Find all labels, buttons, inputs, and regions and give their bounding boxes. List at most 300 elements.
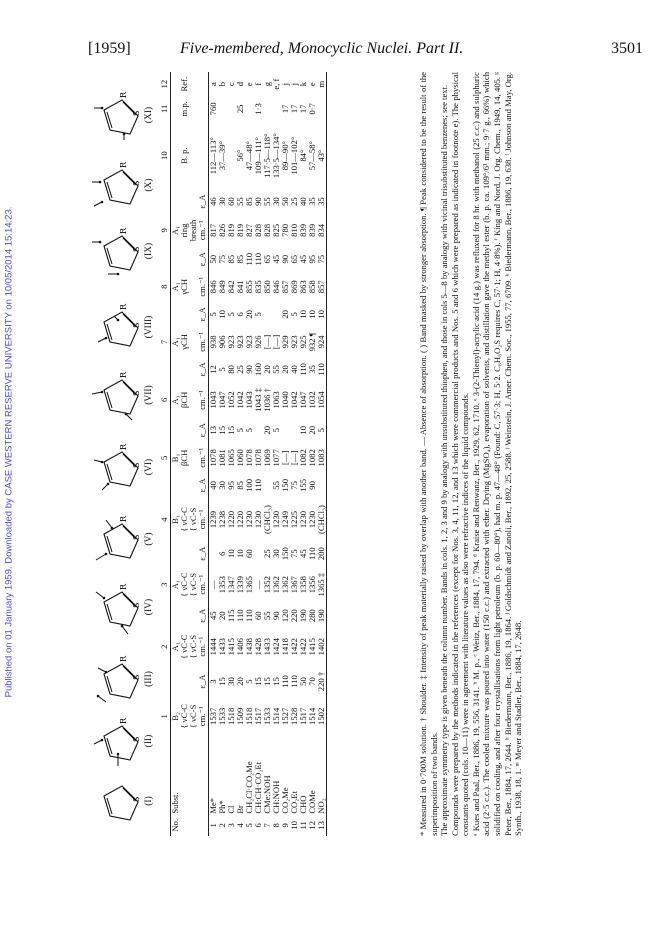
table-cell: 10 — [217, 310, 228, 319]
svg-text:S: S — [132, 462, 141, 468]
header-cell: { νC-C — [179, 704, 190, 729]
table-row — [317, 72, 327, 836]
header-cell — [189, 815, 198, 836]
table-cell: 25 — [235, 104, 246, 114]
table-cell: 95 — [226, 481, 237, 490]
table-cell: 1032 — [307, 391, 318, 409]
table-cell: 1528 — [289, 707, 300, 725]
table-cell: 1042 — [235, 391, 246, 409]
table-cell: e — [307, 82, 318, 87]
table-cell: 110 — [253, 252, 264, 266]
table-cell: 841 — [235, 280, 246, 294]
table-cell: 0·7 — [307, 103, 318, 115]
table-cell: 10 — [235, 549, 246, 558]
svg-text:S: S — [132, 602, 141, 608]
header-cell: ε_A — [197, 423, 208, 438]
table-cell: 842 — [226, 280, 237, 294]
structure-diagram — [88, 772, 158, 830]
header-cell: cm.⁻¹ — [197, 509, 208, 530]
header-cell — [171, 666, 181, 697]
table-cell — [317, 474, 327, 497]
table-cell: 1517 — [253, 707, 264, 725]
table-cell: 40 — [298, 197, 309, 206]
header-cell — [180, 358, 189, 381]
header-cell: A₁ — [170, 282, 181, 292]
table-cell: 760 — [208, 102, 219, 116]
table-cell: 30 — [271, 197, 282, 206]
table-cell: 17 — [289, 104, 300, 114]
download-watermark — [2, 72, 16, 832]
header-cell — [160, 247, 169, 270]
header-cell — [180, 666, 189, 697]
header-cell: { νC-S — [188, 572, 199, 597]
table-cell: 110 — [298, 363, 309, 376]
table-cell: — — [253, 580, 264, 589]
header-cell — [160, 666, 169, 697]
header-cell: ε_A — [197, 362, 208, 377]
table-cell: Me* — [208, 797, 219, 814]
svg-text:S: S — [132, 246, 141, 252]
table-cell: 1518 — [244, 707, 255, 725]
table-cell: 35 — [317, 190, 327, 213]
table-cell: 1047 — [298, 391, 309, 409]
table-cell: 1353 — [217, 576, 228, 594]
header-cell: cm.⁻¹ — [197, 220, 208, 241]
table-cell: 1533 — [217, 707, 228, 725]
table-cell: 75 — [289, 549, 300, 558]
table-cell: 60 — [226, 197, 237, 206]
footnote: The approximate symmetry type is given beneath the column number. Bands in cols. 1, 2, 3 and 9 by analogy with unsubstituted thiophen, and those in cols 5—8 by analogy with vicinal trisubstituted benzenes; see text. — [439, 84, 450, 836]
table-cell: g — [262, 82, 273, 87]
header-cell — [180, 604, 189, 627]
table-cell: 1047 — [217, 391, 228, 409]
table-cell: 70 — [307, 677, 318, 686]
page-number: 3501 — [611, 40, 643, 57]
table-cell: 115 — [226, 609, 237, 622]
table-cell: 925 — [298, 335, 309, 349]
header-cell — [180, 542, 189, 565]
table-cell: 17 — [298, 104, 309, 114]
header-cell: 5 — [159, 455, 169, 460]
table-cell: 5 — [271, 428, 282, 433]
table-cell: 846 — [208, 280, 219, 294]
header-cell: ε_A — [197, 194, 208, 209]
table-cell: 1230 — [307, 510, 318, 529]
table-cell: 112—113° — [208, 137, 219, 175]
structure-diagram — [88, 712, 158, 770]
table-cell: 10 — [226, 549, 237, 558]
table-cell: 825 — [271, 223, 282, 237]
header-cell: 11 — [159, 104, 169, 114]
header-cell — [189, 72, 198, 96]
table-cell: 20 — [307, 425, 318, 435]
structure-label: (IX) — [144, 242, 154, 260]
table-cell: 12 — [307, 821, 318, 830]
table-cell: 110 — [253, 479, 264, 492]
table-cell: 190 — [298, 609, 309, 623]
table-cell: 85 — [235, 481, 246, 490]
table-cell: 55 — [271, 481, 282, 490]
table-cell: 1418 — [280, 638, 291, 656]
table-cell: 37—39° — [217, 141, 228, 171]
table-cell: 56° — [235, 149, 246, 162]
table-cell: 1036 † — [262, 388, 273, 412]
table-cell: 12 — [208, 365, 219, 374]
table-cell: 110 — [235, 609, 246, 622]
table-cell: 13 — [317, 815, 327, 836]
header-cell — [160, 604, 169, 627]
structure-diagram — [88, 298, 158, 356]
table-cell: 5 — [244, 679, 255, 684]
table-cell: 20 — [262, 365, 273, 374]
table-cell: 1356 — [307, 576, 318, 594]
table-cell: 1069 — [262, 449, 273, 467]
header-cell: { νC-C — [179, 572, 190, 597]
header-cell: A₁ — [170, 225, 181, 235]
table-cell: 1081 — [217, 449, 228, 467]
table-cell: 1082 — [298, 449, 309, 467]
header-cell: cm.⁻¹ — [197, 276, 208, 297]
table-cell: 35 — [307, 365, 318, 374]
table-cell: 84° — [298, 149, 309, 162]
table-cell — [263, 96, 272, 121]
table-cell: 826 — [217, 223, 228, 237]
table-cell: 1352 — [262, 576, 273, 594]
table-cell: CHO — [298, 795, 309, 814]
table-cell: 1444 — [208, 638, 219, 656]
table-cell: 280 — [307, 609, 318, 623]
table-cell: 45 — [298, 254, 309, 264]
header-cell — [198, 736, 207, 815]
table-cell: 929 — [280, 335, 291, 349]
table-cell: 1220 — [235, 510, 246, 529]
structure-label: (I) — [144, 796, 154, 806]
svg-text:R: R — [119, 583, 128, 590]
svg-text:R: R — [119, 717, 128, 724]
table-cell: b — [217, 82, 228, 87]
table-cell: 1422 — [298, 638, 309, 656]
table-cell: 25 — [235, 365, 246, 374]
table-cell: 110 — [289, 675, 300, 688]
table-cell: 1527 — [280, 707, 291, 725]
table-cell: 90 — [244, 365, 255, 374]
table-cell: (CHCl₃) — [317, 497, 327, 542]
table-cell: 1040 — [280, 391, 291, 409]
table-cell: 923 — [235, 335, 246, 349]
table-cell: CH:NOH — [271, 780, 282, 814]
table-cell: 1230 — [244, 510, 255, 529]
structure-label: (VIII) — [144, 315, 154, 339]
structure-label: (III) — [144, 671, 154, 687]
table-cell: 150 — [280, 478, 291, 492]
table-cell: 75 — [217, 254, 228, 264]
table-cell: 1060 — [235, 449, 246, 467]
table-cell: 1428 — [253, 638, 264, 656]
table-cell: 5 — [244, 428, 255, 433]
table-cell: 155 — [298, 478, 309, 492]
table-cell: 20 — [280, 365, 291, 374]
header-cell: Ref. — [179, 76, 190, 92]
table-cell: CH:CH·CO₂Et — [253, 761, 264, 814]
header-cell: { νC-S — [188, 507, 199, 532]
header-cell — [180, 190, 189, 213]
table-cell: 10 — [317, 303, 327, 326]
svg-text:S: S — [132, 110, 141, 116]
header-cell — [160, 542, 169, 565]
table-cell: 55 — [271, 365, 282, 374]
table-cell: 1225 — [289, 510, 300, 529]
header-cell — [189, 121, 198, 189]
header-cell: γCH — [179, 278, 190, 295]
header-cell — [180, 303, 189, 326]
table-cell: 5 — [244, 823, 255, 828]
table-cell: 1537 — [208, 707, 219, 725]
header-cell — [180, 474, 189, 497]
table-cell: 1533 — [262, 707, 273, 725]
header-cell — [198, 96, 207, 121]
header-cell — [180, 815, 189, 836]
table-cell: 15 — [217, 425, 228, 435]
table-cell: 855 — [244, 280, 255, 294]
table-cell: 45 — [208, 611, 219, 620]
header-cell: No. — [170, 819, 181, 832]
table-cell: 1230 — [298, 510, 309, 529]
table-cell: 828 — [253, 223, 264, 237]
table-cell: 834 — [317, 213, 327, 247]
table-cell: 50 — [280, 197, 291, 206]
header-cell — [180, 419, 189, 442]
table-cell: 810 — [289, 223, 300, 237]
header-cell: cm.⁻¹ — [197, 390, 208, 410]
header-cell: ε_A — [197, 252, 208, 267]
table-cell: 117·5—118° — [262, 133, 273, 178]
table-cell: 1238 — [217, 510, 228, 529]
table-cell: 50 — [208, 254, 219, 264]
header-cell: B₂ — [170, 711, 181, 721]
table-cell: 827 — [244, 223, 255, 237]
header-cell: ε_A — [197, 307, 208, 322]
svg-text:S: S — [132, 534, 141, 540]
table-cell: 17 — [280, 104, 291, 114]
table-cell: m — [317, 72, 327, 96]
table-cell: 90 — [307, 481, 318, 490]
table-cell: [—] — [289, 450, 300, 465]
table-cell: 30 — [226, 677, 237, 686]
table-cell: 45 — [298, 549, 309, 558]
table-cell: 30 — [217, 197, 228, 206]
table-cell: 90 — [280, 254, 291, 264]
table-cell: 90 — [271, 611, 282, 620]
table-cell: 40 — [289, 365, 300, 374]
table-cell: 1433 — [217, 638, 228, 656]
table-cell: 849 — [217, 280, 228, 294]
header-cell: A₁ — [170, 580, 181, 590]
table-cell: 846 — [271, 280, 282, 294]
table-cell: 858 — [307, 280, 318, 294]
table-cell: 1367 — [289, 576, 300, 594]
table-cell: 1402 — [317, 627, 327, 666]
table-cell: 924 — [317, 326, 327, 358]
table-cell: 10 — [298, 425, 309, 435]
table-cell: [—] — [271, 334, 282, 350]
table-cell: Br — [235, 805, 246, 814]
table-cell: CMe:NOH — [262, 775, 273, 814]
table-cell: 65 — [289, 254, 300, 264]
table-cell: — — [208, 580, 219, 589]
table-cell: 828 — [262, 223, 273, 237]
table-cell: 85 — [235, 254, 246, 264]
header-cell: 9 — [159, 228, 169, 233]
header-cell: cm.⁻¹ — [197, 706, 208, 727]
table-cell: 1083 — [317, 442, 327, 474]
table-cell: 60 — [244, 549, 255, 558]
table-cell — [263, 303, 272, 326]
header-cell: { νC-S — [188, 634, 199, 659]
header-cell: ε_A — [197, 546, 208, 561]
table-cell: k — [298, 82, 309, 87]
table-cell: 40 — [208, 481, 219, 490]
table-cell: 55 — [262, 197, 273, 206]
table-cell: 43° — [317, 121, 327, 189]
table-cell: 923 — [289, 335, 300, 349]
table-cell: 1043 — [208, 391, 219, 409]
table-cell: (CHCl₃) — [262, 505, 273, 534]
table-cell: 857 — [280, 280, 291, 294]
header-cell: { νC-C — [179, 507, 190, 532]
header-cell: { νC-S — [188, 704, 199, 729]
header-cell: B₁ — [170, 515, 181, 524]
footnote: ᵃ Kues and Paal, Ber., 1886, 19, 556, 3141. ᵇ M. p., ᶜ Weitz, Ber., 1884, 17, 794. ᵈ Kraise and Renwanz, Ber., 1929, 62, 1710. ᵉ 3-(2-Thienyl)-acrylic acid (14 g.) was refluxed for 8 hr. with methanol (25 c.c.) and sulphuric acid (2·5 c.c.). The cooled mixture was poured into water (150 c.c.) and extracted with ether. Drying (MgSO₄), evaporation of solvents, and distillation gave the methyl ester (b. p. ca. 109°/6¹ mm.; 9·7 g., 66%) which solidified on cooling, and after four crystallisations from light petroleum (b. p. 60—80°), had m. p. 47—48° (Found: C, 57·3; H, 5·2. C₈H₈O₂S requires C, 57·1; H, 4·8%). ᶠ King and Nord, J. Org. Chem., 1949, 14, 405. ᵍ Peter, Ber., 1884, 17, 2644. ʰ Biedermann, Ber., 1886, 19, 1864. ʲ Goldschmidt and Zanoli, Ber., 1892, 25, 2588. ʲ Weinstein, J. Amer. Chem. Soc., 1955, 77, 6709. ᵏ Biedermann, Ber., 1886, 19, 638. ˡ Johnson and May, Org. Synth., 1938, 18, 1. ᵐ Meyer and Stadler, Ber., 1884, 17, 2648. — [470, 72, 524, 836]
table-cell: COMe — [307, 790, 318, 814]
header-cell — [160, 190, 169, 213]
table-cell: 1239 — [208, 510, 219, 529]
table-cell: 839 — [298, 223, 309, 237]
table-cell: 1406 — [235, 638, 246, 656]
table-cell: 1063 — [271, 391, 282, 409]
table-cell: [—] — [280, 450, 291, 465]
header-cell — [198, 72, 207, 96]
table-cell: 65 — [262, 254, 273, 264]
table-cell: 1415 — [226, 638, 237, 656]
table-cell: 1358 — [298, 576, 309, 594]
table-cell: 160 — [253, 363, 264, 376]
table-cell: j — [280, 82, 291, 86]
header-cell — [189, 736, 198, 815]
table-cell: 55 — [235, 197, 246, 206]
table-cell: 906 — [217, 335, 228, 349]
header-cell — [171, 190, 181, 213]
table-cell: 817 — [208, 223, 219, 237]
column-number-row — [160, 72, 169, 836]
table-cell: 5 — [289, 312, 300, 317]
header-cell: { νC-C — [179, 634, 190, 659]
table-body — [209, 72, 327, 836]
table-cell: 1422 — [289, 638, 300, 656]
table-cell: 20 — [262, 425, 273, 435]
header-cell: ring — [179, 223, 190, 238]
structure-label: (X) — [144, 178, 154, 192]
header-cell: 2 — [159, 644, 169, 649]
table-cell: 200 — [317, 542, 327, 565]
structure-label: (VII) — [144, 385, 154, 405]
table-cell: 20 — [280, 310, 291, 319]
table-cell: 15 — [271, 677, 282, 686]
header-cell — [171, 358, 181, 381]
table-cell: 110 — [244, 252, 255, 266]
table-cell: 55 — [262, 611, 273, 620]
table-cell: 1078 — [208, 449, 219, 467]
table-cell: 220 — [289, 609, 300, 623]
svg-text:R: R — [119, 91, 128, 98]
table-cell: Cl — [226, 805, 237, 814]
table-cell: 1509 — [235, 707, 246, 725]
rotated-content — [88, 72, 648, 836]
footnote: * Measured in 0·700M solution. † Shoulder. ‡ Intensity of peak materially raised by overlap with another band. — Absence of absorption. ( ) Band masked by stronger absorption. ¶ Peak considered to be the result of the superimposition of two bands. — [418, 72, 439, 836]
table-cell: a — [208, 82, 219, 87]
table-cell: 10 — [307, 310, 318, 319]
table-cell: 835 — [253, 280, 264, 294]
table-cell: 85 — [244, 197, 255, 206]
structure-diagram — [88, 366, 158, 424]
header-cell: m.p. — [179, 101, 190, 117]
structure-diagram — [88, 156, 158, 214]
structure-label: (VI) — [144, 458, 154, 476]
table-cell: 1514 — [307, 707, 318, 725]
table-cell: 938 — [208, 335, 219, 349]
svg-text:S: S — [132, 736, 141, 742]
table-cell: 1365 ‡ — [317, 565, 327, 604]
table-cell: f — [253, 82, 264, 86]
header-cell: 3 — [159, 582, 169, 587]
table-head — [160, 72, 209, 836]
table-cell: 5 — [253, 312, 264, 317]
table-cell: 25 — [262, 549, 273, 558]
table-cell: 1230 — [271, 510, 282, 529]
table-cell: 110 — [317, 358, 327, 381]
table-cell: 13 — [208, 425, 219, 435]
table-cell: 6 — [253, 823, 264, 828]
header-cell — [171, 604, 181, 627]
table-cell: 857 — [317, 271, 327, 303]
table-cell: 1042 — [289, 391, 300, 409]
header-cell — [160, 358, 169, 381]
table-cell: 6 — [235, 312, 246, 317]
table-cell: 80 — [226, 365, 237, 374]
table-cell: 7 — [262, 823, 273, 828]
table-cell: 850 — [262, 280, 273, 294]
table-cell: 923 — [244, 335, 255, 349]
table-cell: 3 — [226, 823, 237, 828]
table-cell: c — [226, 82, 237, 87]
table-cell: 46 — [208, 197, 219, 206]
header-cell: ε_A — [197, 674, 208, 689]
header-cell — [180, 736, 189, 815]
header-cell: γCH — [179, 334, 190, 350]
svg-text:S: S — [132, 674, 141, 680]
header-cell: 10 — [159, 151, 169, 160]
table-cell: 35 — [307, 197, 318, 206]
structure-diagrams — [88, 72, 158, 836]
structure-label: (XI) — [144, 106, 154, 124]
table-cell: 133·5—134° — [271, 133, 282, 179]
svg-text:R: R — [119, 515, 128, 522]
table-cell: 1415 — [307, 638, 318, 656]
structure-diagram — [88, 222, 158, 280]
table-cell: CO₂Et — [289, 791, 300, 814]
table-cell: 1077 — [271, 449, 282, 467]
table-cell: 1220 — [226, 510, 237, 529]
table-cell: 25 — [289, 197, 300, 206]
